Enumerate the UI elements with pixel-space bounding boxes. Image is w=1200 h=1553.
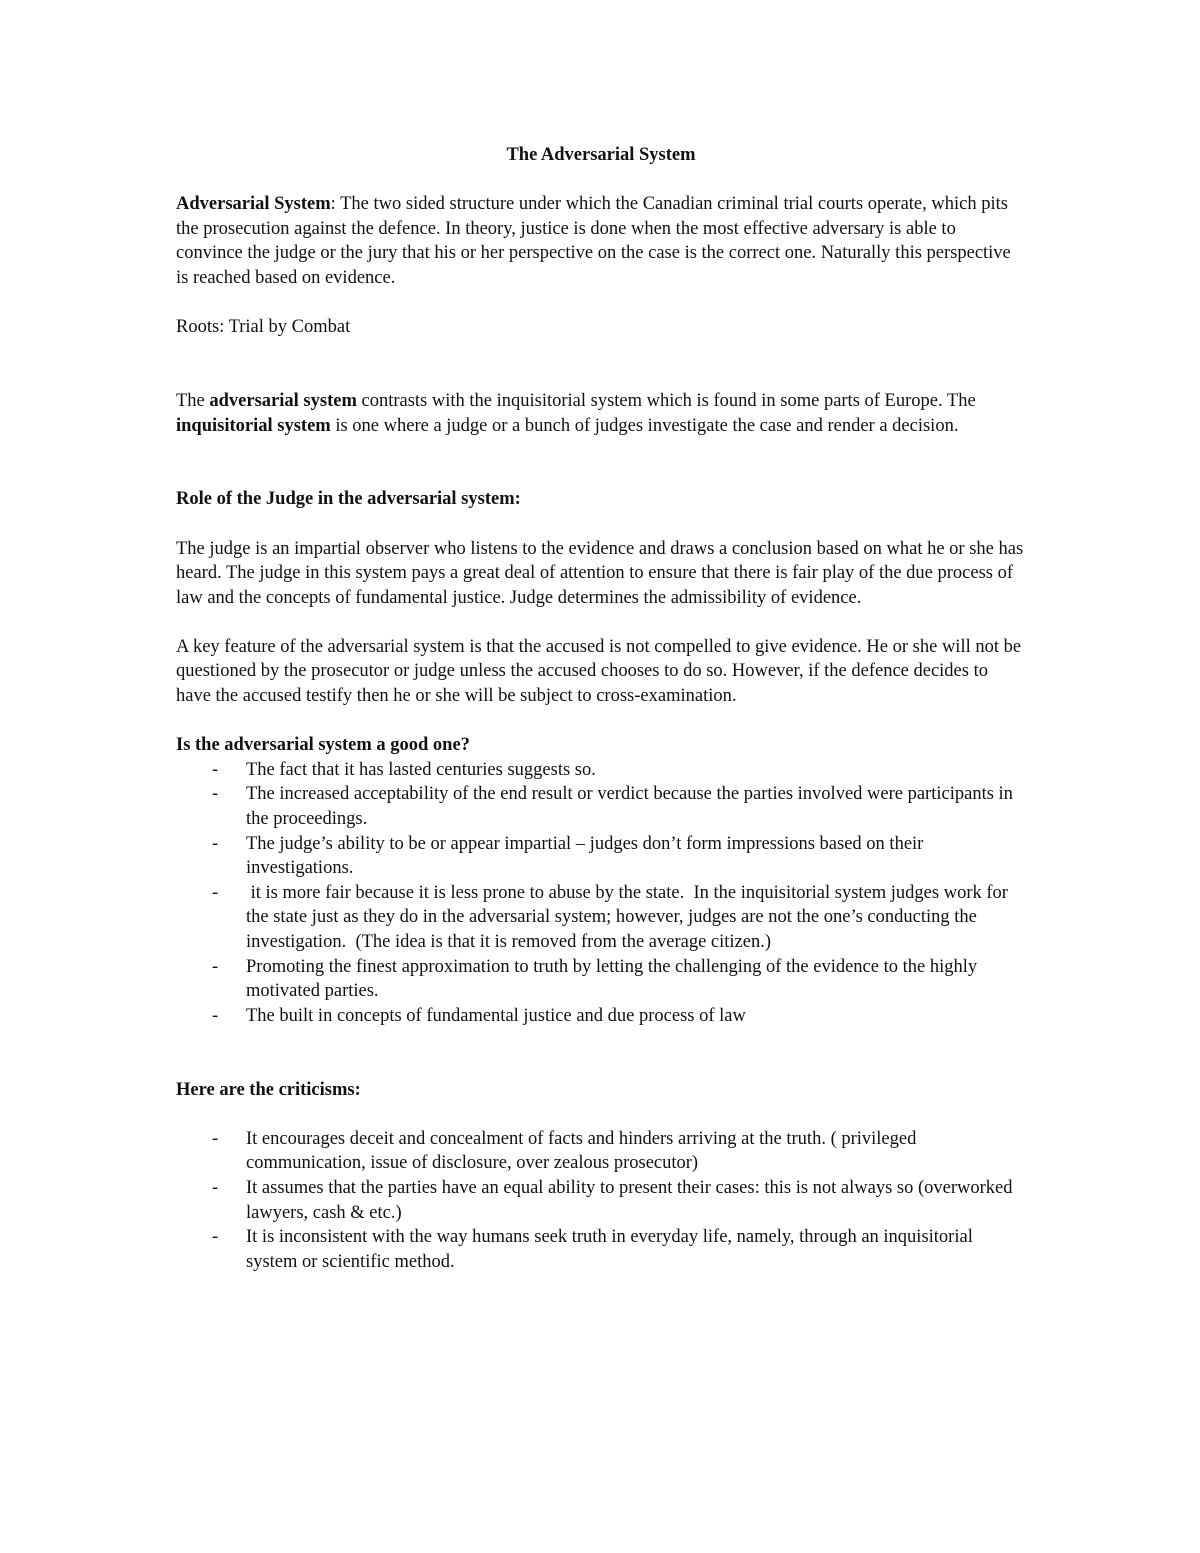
list-item-text: The built in concepts of fundamental justice and due process of law: [246, 1005, 746, 1026]
role-heading: Role of the Judge in the adversarial system:: [176, 489, 521, 510]
spacer: [176, 1028, 1026, 1077]
dash-bullet: -: [212, 1227, 219, 1248]
contrast-bold-inquisitorial: inquisitorial system: [176, 415, 331, 436]
spacer: [176, 340, 1026, 389]
spacer: [176, 168, 1026, 193]
role-paragraph-2: A key feature of the adversarial system is that the accused is not compelled to give evidence. He or she will not be questioned by the prosecutor or judge unless the accused chooses to do so. However, if the defence decides to have the accused testify then he or she will be subject to cross-examination.: [176, 636, 1022, 707]
contrast-text-2: contrasts with the inquisitorial system which is found in some parts of Europe. The: [356, 390, 976, 411]
document-page: [176, 143, 1026, 1274]
dash-bullet: -: [212, 882, 219, 903]
dash-bullet: -: [212, 759, 219, 780]
dash-bullet: -: [212, 1177, 219, 1198]
dash-bullet: -: [212, 833, 219, 854]
spacer: [176, 1102, 1026, 1127]
contrast-paragraph: [176, 389, 1026, 438]
list-item-text: It encourages deceit and concealment of facts and hinders arriving at the truth. ( privileged communication, issue of disclosure, over zealous prosecutor): [246, 1128, 917, 1174]
list-item: [176, 758, 1026, 783]
list-item: [176, 782, 1026, 831]
document-title: The Adversarial System: [506, 145, 696, 165]
dash-bullet: -: [212, 1128, 219, 1149]
list-item: [176, 955, 1026, 1004]
dash-bullet: -: [212, 1005, 219, 1026]
dash-bullet: -: [212, 956, 219, 977]
criticisms-heading: Here are the criticisms:: [176, 1079, 361, 1100]
spacer: [176, 512, 1026, 537]
dash-bullet: -: [212, 784, 219, 805]
contrast-text-1: The: [176, 390, 210, 411]
list-item-text: The judge’s ability to be or appear impartial – judges don’t form impressions based on their investigations.: [246, 833, 924, 879]
roots-line: Roots: Trial by Combat: [176, 317, 351, 338]
list-item: [176, 832, 1026, 881]
role-paragraph-1: The judge is an impartial observer who listens to the evidence and draws a conclusion based on what he or she has heard. The judge in this system pays a great deal of attention to ensure that there is fair play of the due process of law and the concepts of fundamental justice. Judge determines the admissibility of evidence.: [176, 538, 1024, 608]
definition-text: : The two sided structure under which the Canadian criminal trial courts operate, which pits the prosecution against the defence. In theory, justice is done when the most effective adversary is able to convince the judge or the jury that his or her perspective on the case is the correct one. Naturally this perspective is reached based on evidence.: [176, 194, 1011, 288]
list-item: [176, 1127, 1026, 1176]
spacer: [176, 438, 1026, 487]
definition-paragraph: [176, 192, 1026, 290]
list-item: [176, 1176, 1026, 1225]
spacer: [176, 291, 1026, 316]
list-item: [176, 1225, 1026, 1274]
definition-term: Adversarial System: [176, 194, 331, 215]
contrast-bold-adversarial: adversarial system: [209, 390, 357, 411]
list-item-text: The increased acceptability of the end result or verdict because the parties involved were participants in the proceedings.: [246, 784, 1013, 830]
list-item-text: it is more fair because it is less prone to abuse by the state. In the inquisitorial system judges work for the state just as they do in the adversarial system; however, judges are not the one’s conducting the investigation. (The idea is that it is removed from the average citizen.): [246, 882, 1013, 952]
good-heading: Is the adversarial system a good one?: [176, 735, 470, 756]
list-item: [176, 881, 1026, 955]
list-item-text: The fact that it has lasted centuries suggests so.: [246, 759, 596, 780]
good-list: [176, 758, 1026, 1029]
list-item-text: It is inconsistent with the way humans seek truth in everyday life, namely, through an inquisitorial system or scientific method.: [246, 1227, 973, 1272]
list-item: [176, 1004, 1026, 1029]
list-item-text: It assumes that the parties have an equal ability to present their cases: this is not always so (overworked lawyers, cash & etc.): [246, 1177, 1013, 1223]
contrast-text-3: is one where a judge or a bunch of judges investigate the case and render a decision.: [330, 415, 959, 436]
spacer: [176, 709, 1026, 734]
criticisms-list: [176, 1127, 1026, 1275]
spacer: [176, 610, 1026, 635]
list-item-text: Promoting the finest approximation to truth by letting the challenging of the evidence to the highly motivated parties.: [246, 956, 978, 1002]
